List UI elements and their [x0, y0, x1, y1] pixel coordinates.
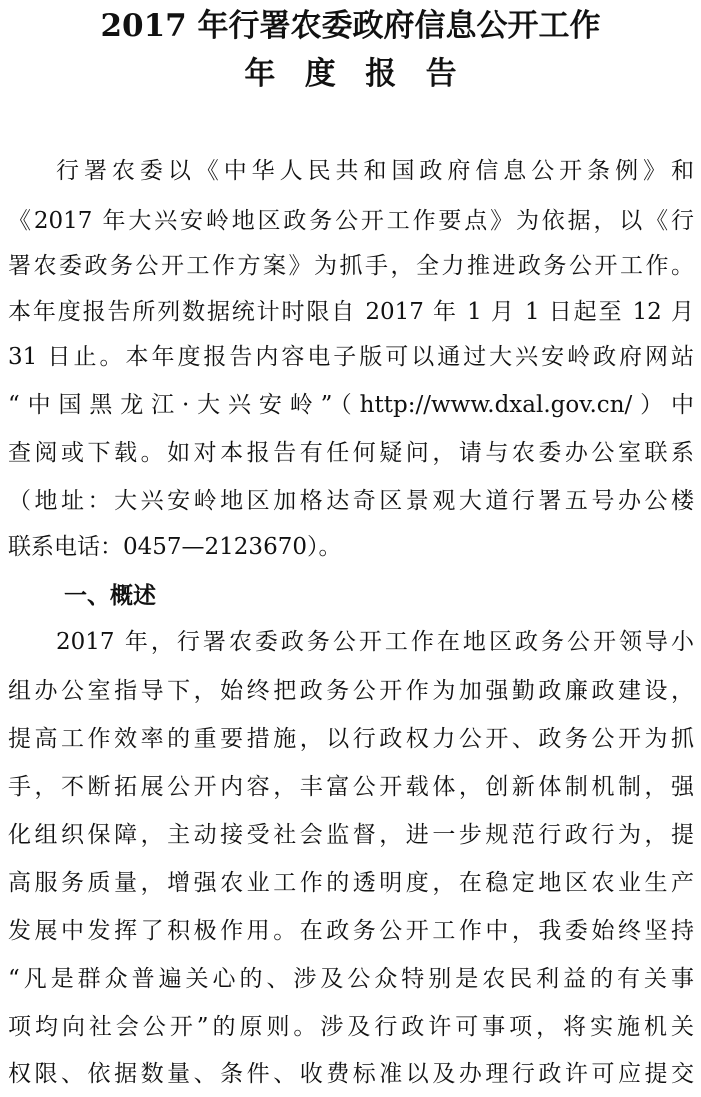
overview-line-4: 手，不断拓展公开内容，丰富公开载体，创新体制机制，强 [8, 774, 694, 800]
intro-line-1: 行署农委以《中华人民共和国政府信息公开条例》和 [56, 158, 694, 184]
report-title-line2: 年度报告 [244, 56, 487, 92]
intro-line-2: 《2017 年大兴安岭地区政务公开工作要点》为依据，以《行 [8, 208, 694, 234]
overview-line-5: 化组织保障，主动接受社会监督，进一步规范行政行为，提 [8, 822, 694, 848]
intro-line-6: “中国黑龙江·大兴安岭”（http://www.dxal.gov.cn/）中 [8, 392, 694, 418]
intro-line-7: 查阅或下载。如对本报告有任何疑问，请与农委办公室联系 [8, 440, 694, 466]
intro-line-8: （地址：大兴安岭地区加格达奇区景观大道行署五号办公楼 [8, 488, 694, 514]
intro-line-4: 本年度报告所列数据统计时限自 2017 年 1 月 1 日起至 12 月 [8, 299, 694, 325]
overview-line-8: “凡是群众普遍关心的、涉及公众特别是农民利益的有关事 [8, 966, 694, 992]
section-heading-overview: 一、概述 [64, 583, 156, 609]
overview-line-9: 项均向社会公开”的原则。涉及行政许可事项，将实施机关 [8, 1014, 694, 1040]
overview-line-2: 组办公室指导下，始终把政务公开作为加强勤政廉政建设， [8, 678, 694, 704]
intro-line-5: 31 日止。本年度报告内容电子版可以通过大兴安岭政府网站 [8, 344, 694, 370]
overview-line-1: 2017 年，行署农委政务公开工作在地区政务公开领导小 [56, 629, 694, 655]
overview-line-10: 权限、依据数量、条件、收费标准以及办理行政许可应提交 [8, 1061, 694, 1087]
intro-line-3: 署农委政务公开工作方案》为抓手，全力推进政务公开工作。 [8, 253, 694, 279]
overview-line-3: 提高工作效率的重要措施，以行政权力公开、政务公开为抓 [8, 726, 694, 752]
intro-line-9: 联系电话：0457—2123670）。 [8, 534, 342, 560]
overview-line-7: 发展中发挥了积极作用。在政务公开工作中，我委始终坚持 [8, 918, 694, 944]
overview-line-6: 高服务质量，增强农业工作的透明度，在稳定地区农业生产 [8, 870, 694, 896]
report-title-line1: 2017 年行署农委政府信息公开工作 [100, 8, 601, 44]
